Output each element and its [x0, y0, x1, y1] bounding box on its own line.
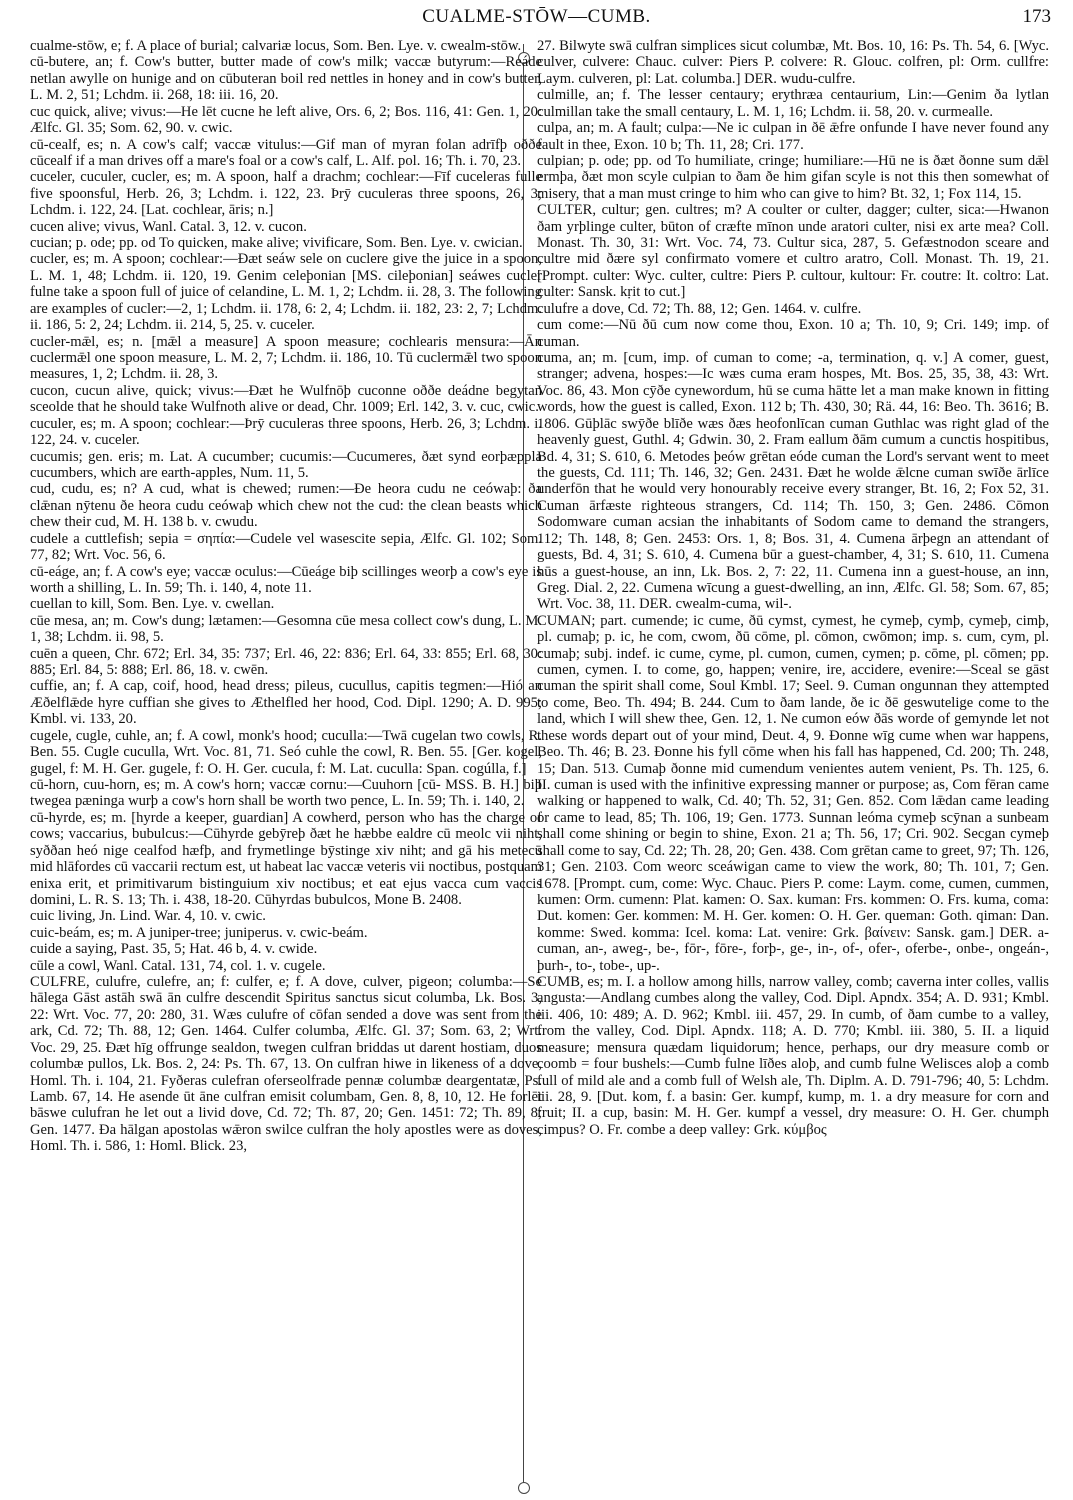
dictionary-entry: cuma, an; m. [cum, imp. of cuman to come; -a, termination, q. v.] A comer, guest, stranger; advena, hospes:—Ic wæs cuma eram hospes, Mt. Bos. 25, 35, 38, 43: Wrt. Voc. 86, 43. Mon cȳðe cynewordum, hū se cuma hātte let a man make known in fitting words, how the guest is called, Exon. 112 b; Th. 430, 30; Rä. 44, 16: Beo. Th. 3616; B. 1806. Gūþlāc swȳðe blīðe wæs ðæs heofonlīcan cuman Guthlac was right glad of the heavenly guest, Guthl. 4; Gdwin. 30, 2. Fram eallum ðām cumum a cunctis hospitibus, Bd. 4, 31; S. 610, 6. Metodes þeów grētan eóde cuman the Lord's servant went to meet the guests, Cd. 111; Th. 146, 32; Gen. 2431. Ðæt he wolde ǣlcne cuman swīðe ārlīce underfōn that he would very honourably receive every stranger, Bt. 16, 2; Fox 52, 31. Cuman ārfæste righteous strangers, Cd. 114; Th. 150, 3; Gen. 2486. Cōmon Sodomware cuman acsian the inhabitants of Sodom came to demand the strangers, 112; Th. 148, 8; Gen. 2453: Ors. 1, 8; Bos. 31, 4. Cumena ārþegn an attendant of guests, Bd. 4, 31; S. 610, 4. Cumena būr a guest-chamber, 4, 31; S. 610, 11. Cumena hūs a guest-house, an inn, Lk. Bos. 2, 7: 22, 11. Cumena inn a guest-house, an inn, Greg. Dial. 2, 22. Cumena wīcung a guest-dwelling, an inn, Ælfc. Gl. 58; Som. 67, 85; Wrt. Voc. 38, 11. DER. cwealm-cuma, wil-. [537, 350, 1049, 613]
dictionary-entry: cū-horn, cuu-horn, es; m. A cow's horn; vaccæ cornu:—Cuuhorn [cū- MSS. B. H.] biþ twegea pæninga wurþ a cow's horn shall be worth two pence, L. In. 59; Th. i. 140, 2. [30, 776, 542, 810]
dictionary-entry: culpian; p. ode; pp. od To humiliate, cringe; humiliare:—Hū ne is ðæt ðonne sum dǣl ermþa, ðæt mon scyle culpian to ðam ðe him gifan scyle is not this then somewhat of misery, that a man must cringe to him who can give to him? Bt. 32, 1; Fox 114, 15. [537, 152, 1049, 202]
page-header [0, 0, 1073, 38]
dictionary-entry: cucler-mǣl, es; n. [mǣl a measure] A spoon measure; cochlearis mensura:—Ān cuclermǣl one spoon measure, L. M. 2, 7; Lchdm. ii. 186, 10. Tū cuclermǣl two spoon measures, 1, 2; Lchdm. ii. 28, 3. [30, 333, 542, 383]
dictionary-entry: cū-hyrde, es; m. [hyrde a keeper, guardian] A cowherd, person who has the charge of cows; vaccarius, bubulcus:—Cūhyrde gebȳreþ ðæt he hæbbe ealdre cū meolc vii niht, syððan heó nige cealfod hæfþ, and frymetlinge bȳstinge xiv niht; and gā his metecū mid hlāfordes cū vaccarii rectum est, ut habeat lac vaccæ veteris vii noctibus, postquam enixa erit, et primitivarum bistinguium xiv noctibus; et eat ejus vacca cum vaccis domini, L. R. S. 13; Th. i. 438, 18-20. Cūhyrdas bubulcos, Mone B. 2408. [30, 809, 542, 908]
left-column [30, 38, 542, 1493]
dictionary-entry: cuic living, Jn. Lind. War. 4, 10. v. cwic. [30, 908, 266, 925]
dictionary-entry: CUMAN; part. cumende; ic cume, ðū cymst, cymest, he cymeþ, cymþ, cymeþ, cimþ, pl. cumaþ; p. ic, he com, cwom, ðū cōme, pl. cōmon, cwōmon; imp. s. cum, cym, pl. cumaþ; subj. indef. ic cume, cyme, pl. cumon, cumen, cymen; p. cōme, pl. cōmen; pp. cumen, cymen. I. to come, go, happen; venire, ire, accidere, evenire:—Sceal se gāst cuman the spirit shall come, Soul Kmbl. 17; Seel. 9. Cuman ongunnan they attempted to come, Beo. Th. 494; B. 244. Cum to ðam lande, ðe ic ðē geswutelige come to the land, which I will shew thee, Gen. 12, 1. Ne cumon eów ðās worde of gemynde let not these words depart out of your mind, Deut. 4, 9. Ðonne wīg cume when war happens, Beo. Th. 46; B. 23. Ðonne his fyll cōme when his fall has happened, Cd. 200; Th. 248, 15; Dan. 513. Cumaþ ðonne mid cumendum venientes autem venient, Ps. Th. 125, 6. II. cuman is used with the infinitive expressing manner or purpose; as, Com fēran came walking or happened to walk, Cd. 40; Th. 52, 31; Gen. 852. Com lǣdan came leading or came to lead, 85; Th. 106, 19; Gen. 1773. Sunnan leóma cymeþ scȳnan a sunbeam shall come shining or begin to shine, Exon. 21 a; Th. 56, 17; Cri. 902. Secgan cymeþ shall come to say, Cd. 22; Th. 28, 20; Gen. 438. Com grētan came to greet, 97; Th. 126, 31; Gen. 2103. Com weorc sceáwigan came to view the work, 80; Th. 101, 7; Gen. 1678. [Prompt. cum, come: Wyc. Chauc. Piers P. come: Laym. come, cumen, cummen, kumen: Orm. cumenn: Plat. kamen: O. Sax. kuman: Frs. kommen: O. Frs. kuma, coma: Dut. komen: Ger. kommen: M. H. Ger. komen: O. H. Ger. queman: Goth. qiman: Dan. komme: Swed. komma: Icel. koma: Lat. venire: Grk. βαίνειν: Sansk. gam.] DER. a-cuman, an-, aweg-, be-, fōr-, fōre-, forþ-, ge-, in-, of-, ofer-, oferbe-, onbe-, ongeán-, þurh-, to-, tobe-, up-. [537, 612, 1049, 974]
dictionary-entry: cuide a saying, Past. 35, 5; Hat. 46 b, 4. v. cwide. [30, 941, 318, 958]
dictionary-entry: cuēn a queen, Chr. 672; Erl. 34, 35: 737; Erl. 46, 22: 836; Erl. 64, 33: 855; Erl. 68, 30: 885; Erl. 84, 5: 888; Erl. 86, 18. v. cwēn. [30, 645, 542, 679]
dictionary-entry: culufre a dove, Cd. 72; Th. 88, 12; Gen. 1464. v. culfre. [537, 300, 862, 317]
dictionary-entry: culpa, an; m. A fault; culpa:—Ne ic culpan in ðē ǣfre onfunde I have never found any fault in thee, Exon. 10 b; Th. 11, 28; Cri. 177. [537, 120, 1049, 153]
running-head: CUALME-STŌW—CUMB. [422, 6, 651, 27]
dictionary-entry: cugele, cugle, cuhle, an; f. A cowl, monk's hood; cuculla:—Twā cugelan two cowls, R. Ben. 55. Cugle cucullа, Wrt. Voc. 81, 71. Seó cuhle the cowl, R. Ben. 55. [Ger. kogel, gugel, f: M. H. Ger. gugele, f: O. H. Ger. cucula, f: M. Lat. cuculla: Span. cogúlla, f.] [30, 727, 542, 777]
dictionary-entry: cucumis; gen. eris; m. Lat. A cucumber; cucumis:—Cucumeres, ðæt synd eorþæppla cucumbers, which are earth-apples, Num. 11, 5. [30, 448, 542, 481]
dictionary-entry: cū-butere, an; f. Cow's butter, butter made of cow's milk; vaccæ butyrum:—Reáde netlan awylle on hunige and on cūbuteran boil red nettles in honey and in cow's butter, L. M. 2, 51; Lchdm. ii. 268, 18: iii. 16, 20. [30, 54, 542, 104]
dictionary-entry: cūle a cowl, Wanl. Catal. 131, 74, col. 1. v. cugele. [30, 957, 326, 974]
dictionary-entry: cuceler, cuculer, cucler, es; m. A spoon, half a drachm; cochlear:—Fīf cuceleras fulle five spoonsful, Herb. 26, 3; Lchdm. i. 122, 23. Þrȳ cuculeras three spoons, 26, 3; Lchdm. i. 122, 24. [Lat. cochlear, āris; n.] [30, 169, 542, 219]
dictionary-entry: cucian; p. ode; pp. od To quicken, make alive; vivificare, Som. Ben. Lye. v. cwician. [30, 235, 523, 252]
dictionary-entry: cuellan to kill, Som. Ben. Lye. v. cwellan. [30, 596, 275, 613]
dictionary-entry: CULFRE, culufre, culefre, an; f: culfer, e; f. A dove, culver, pigeon; columba:—Se hālega Gāst astāh swā ān culfre descendit Spiritus sanctus sicut columba, Lk. Bos. 3, 22: Wrt. Voc. 77, 20: 280, 31. Wæs culufre of cōfan sended a dove was sent from the ark, Cd. 72; Th. 88, 12; Gen. 1464. Culfer columba, Ælfc. Gl. 37; Som. 63, 2; Wrt. Voc. 29, 25. Ðæt hīg offrunge sealdon, twegen culfran briddas ut darent hostiam, duos columbæ pullos, Lk. Bos. 2, 24: Ps. Th. 67, 13. On culfran hiwe in likeness of a dove, Homl. Th. i. 104, 21. Fyðeras culefran oferseolfrade pennæ columbæ deargentatæ, Ps. Lamb. 67, 14. He asende ūt āne culfran emisit columbam, Gen. 8, 8, 10, 12. He forlēt bāswe culufran he let out a livid dove, Cd. 72; Th. 87, 20; Gen. 1451: 72; Th. 89, 8; Gen. 1477. Ða hālgan apostolas wǣron swilce culfran the holy apostles were as doves, Homl. Th. i. 586, 1: Homl. Blick. 23, [30, 974, 542, 1155]
dictionary-entry: cū-cealf, es; n. A cow's calf; vaccæ vitulus:—Gif man of myran folan adrīfþ oððe cūcealf if a man drives off a mare's foal or a cow's calf, L. Alf. pol. 16; Th. i. 70, 23. [30, 136, 542, 169]
dictionary-entry: cuffie, an; f. A cap, coif, hood, head dress; pileus, cucullus, capitis tegmen:—Hió an Æðelflǣde hyre cuffian she gives to Æthelfled her hood, Cod. Dipl. 1290; A. D. 995; Kmbl. vi. 133, 20. [30, 678, 542, 728]
dictionary-entry: cuculer, es; m. A spoon; cochlear:—Þrȳ cuculeras three spoons, Herb. 26, 3; Lchdm. i. 122, 24. v. cuceler. [30, 415, 542, 449]
dictionary-entry: cudele a cuttlefish; sepia = σηπία:—Cudele vel wasescite sepia, Ælfc. Gl. 102; Som. 77, 82; Wrt. Voc. 56, 6. [30, 530, 542, 564]
dictionary-entry: cum come:—Nū ðū cum now come thou, Exon. 10 a; Th. 10, 9; Cri. 149; imp. of cuman. [537, 317, 1049, 350]
dictionary-entry: cucen alive; vivus, Wanl. Catal. 3, 12. v. cucon. [30, 218, 307, 235]
dictionary-entry: culmille, an; f. The lesser centaury; erythræa centaurium, Lin:—Genim ða lytlan culmillan take the small centaury, L. M. 1, 16; Lchdm. ii. 58, 20. v. curmealle. [537, 87, 1049, 120]
right-column [537, 38, 1049, 1493]
dictionary-entry: cuic-beám, es; m. A juniper-tree; juniperus. v. cwic-beám. [30, 924, 368, 941]
dictionary-entry: cucler, es; m. A spoon; cochlear:—Ðæt seáw sele on cuclere give the juice in a spoon, L. M. 1, 48; Lchdm. ii. 120, 19. Genim celeþonian [MS. cileþonian] seáwes cucler fulne take a spoon full of juice of celandine, L. M. 1, 2; Lchdm. ii. 28, 3. The following are examples of cucler:—2, 1; Lchdm. ii. 178, 6: 2, 4; Lchdm. ii. 182, 23: 2, 7; Lchdm. ii. 186, 5: 2, 24; Lchdm. ii. 214, 5, 25. v. cuceler. [30, 251, 542, 334]
dictionary-entry: cucon, cucun alive, quick; vivus:—Ðæt he Wulfnōþ cuconne oððe deádne begytan sceolde that he should take Wulfnoth alive or dead, Chr. 1009; Erl. 142, 3. v. cuc, cwic. [30, 382, 542, 416]
dictionary-entry: CULTER, cultur; gen. cultres; m? A coulter or culter, dagger; culter, sica:—Hwanon ðam yrþlinge culter, būton of cræfte mīnon unde aratori culter, nisi ex arte mea? Coll. Monast. Th. 30, 31: Wrt. Voc. 74, 73. Cultur sica, 287, 5. Gefæstnodon sceare and cultre mid ðære syl confirmato vomere et cultro aratro, Coll. Monast. Th. 19, 21. [Prompt. culter: Wyc. culter, cultre: Piers P. cultour, kultour: Fr. coutre: It. coltro: Lat. culter: Sansk. kṛit to cut.] [537, 202, 1049, 301]
dictionary-entry: cuc quick, alive; vivus:—He lēt cucne he left alive, Ors. 6, 2; Bos. 116, 41: Gen. 1, 20: Ælfc. Gl. 35; Som. 62, 90. v. cwic. [30, 103, 542, 137]
dictionary-entry: cūe mesa, an; m. Cow's dung; lætamen:—Gesomna cūe mesa collect cow's dung, L. M. 1, 38; Lchdm. ii. 98, 5. [30, 612, 542, 646]
dictionary-entry: 27. Bilwyte swā culfran simplices sicut columbæ, Mt. Bos. 10, 16: Ps. Th. 54, 6. [Wyc. culver, culvere: Chauc. culver: Piers P. colvere: R. Glouc. colfren, pl: Orm. cullfre: Laym. culveren, pl: Lat. columba.] DER. wudu-culfre. [537, 38, 1049, 87]
page-number: 173 [1022, 6, 1051, 27]
dictionary-entry: cualme-stōw, e; f. A place of burial; calvariæ locus, Som. Ben. Lye. v. cwealm-stōw. [30, 38, 522, 54]
dictionary-entry: cū-eáge, an; f. A cow's eye; vaccæ oculus:—Cūeáge biþ scillinges weorþ a cow's eye is worth a shilling, L. In. 59; Th. i. 140, 4, note 11. [30, 563, 542, 596]
dictionary-entry: CUMB, es; m. I. a hollow among hills, narrow valley, comb; caverna inter colles, vallis angusta:—Andlang cumbes along the valley, Cod. Dipl. Apndx. 354; A. D. 931; Kmbl. iii. 406, 10: 489; A. D. 962; Kmbl. iii. 457, 29. In cumb, of ðam cumbe to a valley, from the valley, Cod. Dipl. Apndx. 118; A. D. 770; Kmbl. iii. 380, 5. II. a liquid measure; mensura quædam liquidorum; hence, perhaps, our dry measure comb or coomb = four bushels:—Cumb fulne līðes aloþ, and cumb fulne Welisces aloþ a comb full of mild ale and a comb full of Welsh ale, Th. Diplm. A. D. 791-796; 40, 5: Lchdm. iii. 28, 9. [Dut. kom, f. a basin: Ger. kumpf, kump, m. 1. a dry measure for corn and fruit; II. a cup, basin: M. H. Ger. kumpf a vessel, dry measure: O. H. Ger. chumph cimpus? O. Fr. combe a deep valley: Grk. κύμβος [537, 974, 1049, 1138]
dictionary-entry: cud, cudu, es; n? A cud, what is chewed; rumen:—Ðe heora cudu ne ceówaþ: ða clǣnan nȳtenu ðe heora cudu ceówaþ which chew not the cud: the clean beasts which chew their cud, M. H. 138 b. v. cwudu. [30, 481, 542, 531]
